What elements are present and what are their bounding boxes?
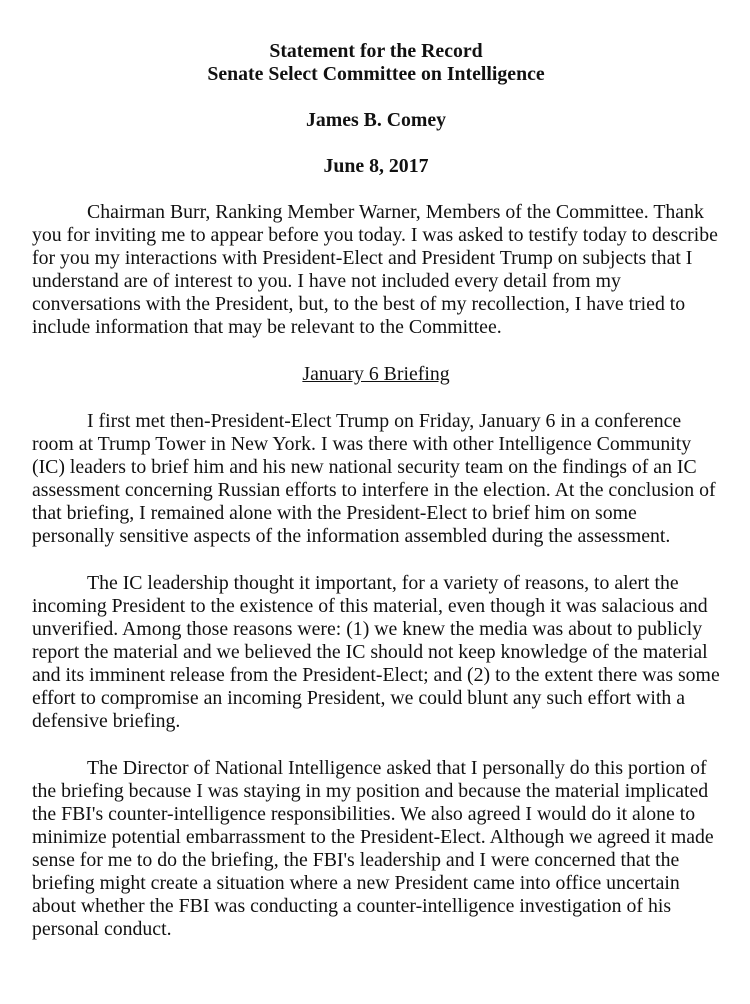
document-title-line-1: Statement for the Record — [269, 40, 483, 62]
document-title-line-2: Senate Select Committee on Intelligence — [207, 63, 545, 85]
section-paragraph-3: The Director of National Intelligence asked that I personally do this portion of the briefing because I was staying in my position and because the material implicated the FBI's counter-intelligence responsibilities. We also agreed I would do it alone to minimize potential embarrassment to the President-Elect. Although we agreed it made sense for me to do the briefing, the FBI's leadership and I were concerned that the briefing might create a situation where a new President came into office uncertain about whether the FBI was conducting a counter-intelligence investigation of his personal conduct. — [32, 757, 714, 940]
section-paragraph-2: The IC leadership thought it important, for a variety of reasons, to alert the incoming President to the existence of this material, even though it was salacious and unverified. Among those reasons were: (1) we knew the media was about to publicly report the material and we believed the IC should not keep knowledge of the material and its imminent release from the President-Elect; and (2) to the extent there was some effort to compromise an incoming President, we could blunt any such effort with a defensive briefing. — [32, 572, 720, 732]
section-paragraph-1: I first met then-President-Elect Trump on Friday, January 6 in a conference room at Trump Tower in New York. I was there with other Intelligence Community (IC) leaders to brief him and his new national security team on the findings of an IC assessment concerning Russian efforts to interfere in the election. At the conclusion of that briefing, I remained alone with the President-Elect to brief him on some personally sensitive aspects of the information assembled during the assessment. — [32, 410, 716, 547]
section-title: January 6 Briefing — [302, 363, 450, 385]
intro-paragraph: Chairman Burr, Ranking Member Warner, Members of the Committee. Thank you for inviting me to appear before you today. I was asked to testify today to describe for you my interactions with President-Elect and President Trump on subjects that I understand are of interest to you. I have not included every detail from my conversations with the President, but, to the best of my recollection, I have tried to include information that may be relevant to the Committee. — [32, 201, 718, 338]
document-author: James B. Comey — [305, 109, 447, 131]
document-date: June 8, 2017 — [323, 155, 429, 177]
document-header — [32, 40, 720, 178]
